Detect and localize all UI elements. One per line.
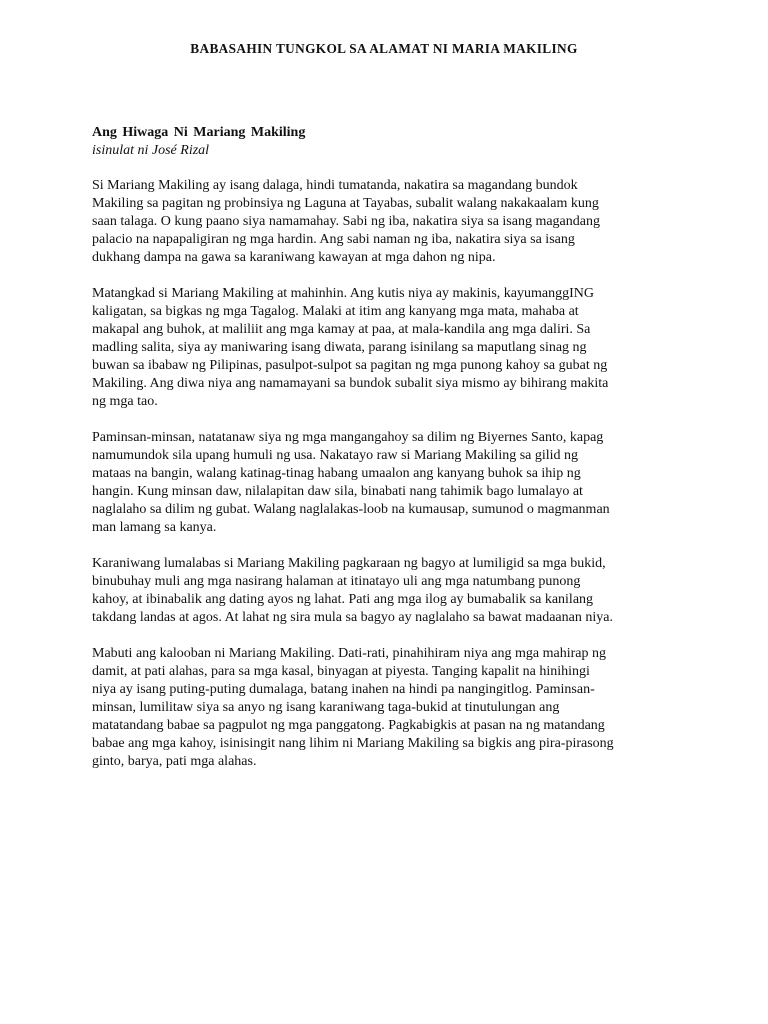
document-heading: BABASAHIN TUNGKOL SA ALAMAT NI MARIA MAKILING bbox=[190, 41, 578, 56]
paragraph-line: kahoy, at ibinabalik ang dating ayos ng lahat. Pati ang mga ilog ay bumabalik sa kanilang bbox=[92, 592, 594, 607]
story-author: isinulat ni José Rizal bbox=[92, 143, 210, 158]
paragraph-line: dukhang dampa na gawa sa karaniwang kawayan at mga dahon ng nipa. bbox=[92, 250, 496, 265]
paragraph-line: Si Mariang Makiling ay isang dalaga, hindi tumatanda, nakatira sa magandang bundok bbox=[92, 178, 578, 193]
paragraph-line: Makiling sa pagitan ng probinsiya ng Laguna at Tayabas, subalit walang nakakaalam kung bbox=[92, 196, 599, 211]
paragraph-line: namumundok sila upang humuli ng usa. Nakatayo raw si Mariang Makiling sa gilid ng bbox=[92, 448, 579, 463]
paragraph-line: ginto, barya, pati mga alahas. bbox=[92, 754, 257, 769]
paragraph-line: palacio na napapaligiran ng mga hardin. Ang sabi naman ng iba, nakatira siya sa isang bbox=[92, 232, 575, 247]
paragraph-4 bbox=[92, 555, 682, 627]
paragraph-line: buwan sa ibabaw ng Pilipinas, pasulpot-sulpot sa pagitan ng mga punong kahoy sa gubat ng bbox=[92, 358, 608, 373]
paragraph-line: Matangkad si Mariang Makiling at mahinhin. Ang kutis niya ay makinis, kayumanggING bbox=[92, 286, 594, 301]
paragraph-line: binubuhay muli ang mga nasirang halaman at itinatayo uli ang mga natumbang punong bbox=[92, 574, 581, 589]
paragraph-line: madling salita, siya ay maniwaring isang diwata, parang isinilang sa maputlang sinag ng bbox=[92, 340, 587, 355]
paragraph-line: hangin. Kung minsan daw, nilalapitan daw sila, binabati nang tahimik bago lumalayo at bbox=[92, 484, 583, 499]
paragraph-line: naglalaho sa dilim ng gubat. Walang naglalakas-loob na kumausap, sumunod o magmanman bbox=[92, 502, 610, 517]
paragraph-line: mataas na bangin, walang katinag-tinag habang umaalon ang kanyang buhok sa ihip ng bbox=[92, 466, 581, 481]
paragraph-line: man lamang sa kanya. bbox=[92, 520, 217, 535]
paragraph-line: Paminsan-minsan, natatanaw siya ng mga mangangahoy sa dilim ng Biyernes Santo, kapag bbox=[92, 430, 604, 445]
paragraph-line: Mabuti ang kalooban ni Mariang Makiling. Dati-rati, pinahihiram niya ang mga mahirap ng bbox=[92, 646, 606, 661]
paragraph-line: Makiling. Ang diwa niya ang namamayani sa bundok subalit siya mismo ay bihirang makita bbox=[92, 376, 609, 391]
paragraph-1 bbox=[92, 177, 682, 267]
document-body bbox=[92, 124, 682, 789]
paragraph-line: niya ay isang puting-puting dumalaga, batang inahen na hindi pa nangingitlog. Paminsan- bbox=[92, 682, 595, 697]
paragraph-3 bbox=[92, 429, 682, 537]
paragraph-2 bbox=[92, 285, 682, 411]
paragraph-line: takdang landas at agos. At lahat ng sira mula sa bagyo ay naglalaho sa bawat madaanan niya. bbox=[92, 610, 613, 625]
paragraph-line: babae ang mga kahoy, isinisingit nang lihim ni Mariang Makiling sa bigkis ang pira-pirasong bbox=[92, 736, 614, 751]
paragraph-line: Karaniwang lumalabas si Mariang Makiling pagkaraan ng bagyo at lumiligid sa mga bukid, bbox=[92, 556, 606, 571]
paragraph-line: kaligatan, sa bigkas ng mga Tagalog. Malaki at itim ang kanyang mga mata, mahaba at bbox=[92, 304, 579, 319]
paragraph-line: damit, at pati alahas, para sa mga kasal, binyagan at piyesta. Tanging kapalit na hinihingi bbox=[92, 664, 590, 679]
paragraph-5 bbox=[92, 645, 682, 771]
paragraph-line: makapal ang buhok, at maliliit ang mga kamay at paa, at mala-kandila ang mga daliri. Sa bbox=[92, 322, 591, 337]
paragraph-line: ng mga tao. bbox=[92, 394, 158, 409]
paragraph-line: saan talaga. O kung paano siya namamahay. Sabi ng iba, nakatira siya sa isang magandang bbox=[92, 214, 600, 229]
paragraph-line: minsan, lumilitaw siya sa anyo ng isang karaniwang taga-bukid at tinutulungan ang bbox=[92, 700, 560, 715]
story-title: Ang Hiwaga Ni Mariang Makiling bbox=[92, 125, 306, 140]
paragraph-line: matatandang babae sa pagpulot ng mga panggatong. Pagkabigkis at pasan na ng matandang bbox=[92, 718, 605, 733]
